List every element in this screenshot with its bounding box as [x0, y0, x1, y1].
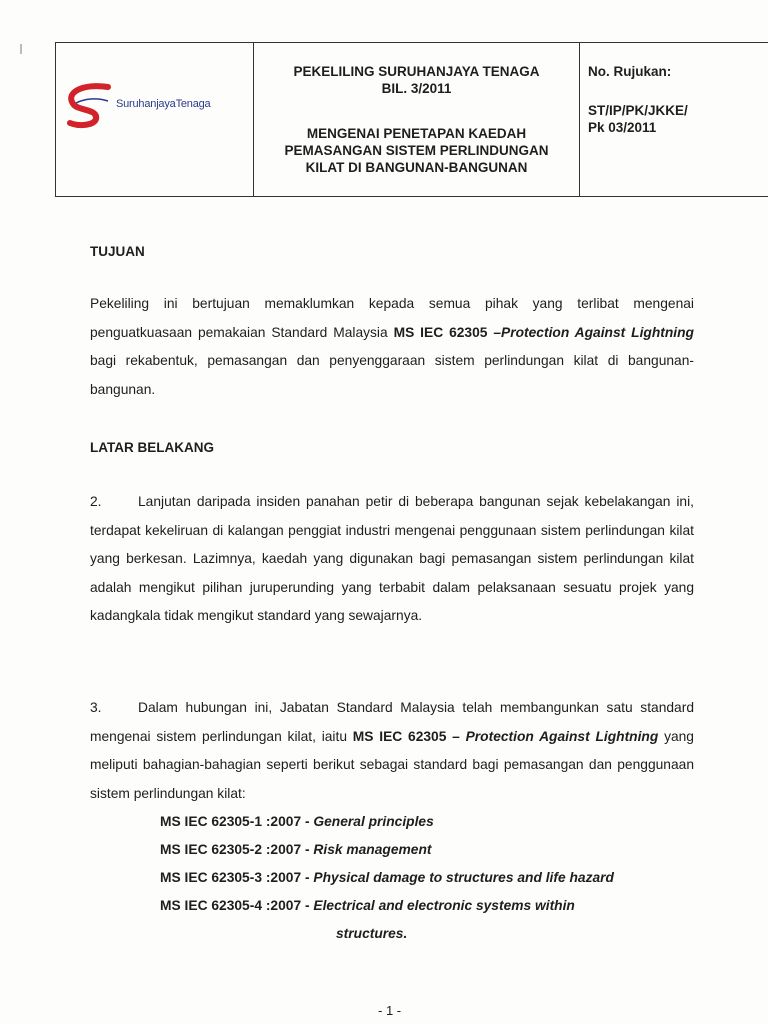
title-cell: [254, 43, 580, 196]
paragraph-2: 2. Lanjutan daripada insiden panahan petir di beberapa bangunan sejak kebelakangan ini, terdapat kekeliruan di kalangan penggiat industri mengenai penggunaan sistem perlindungan kilat yang berkesan. Lazimnya, kaedah yang digunakan bagi pemasangan sistem perlindungan kilat adalah mengikut pilihan juruperunding yang terbabit dalam pelaksanaan sesuatu projek yang kadangkala tidak mengikut standard yang sewajarnya.: [90, 488, 694, 631]
standard-item-3: MS IEC 62305-3 :2007 - Physical damage to structures and life hazard: [160, 870, 614, 885]
header-box: [55, 42, 768, 197]
logo-wordmark: [116, 98, 210, 110]
reference-label: No. Rujukan:: [588, 64, 672, 79]
subject-line-3: KILAT DI BANGUNAN-BANGUNAN: [305, 160, 528, 175]
paragraph-1: Pekeliling ini bertujuan memaklumkan kepada semua pihak yang terlibat mengenai penguatkuasaan pemakaian Standard Malaysia MS IEC 62305 –Protection Against Lightning bagi rekabentuk, pemasangan dan penyenggaraan sistem perlindungan kilat di bangunan-bangunan.: [90, 296, 694, 397]
reference-value-line-1: ST/IP/PK/JKKE/: [588, 103, 688, 118]
standard-item-4: MS IEC 62305-4 :2007 - Electrical and electronic systems within: [160, 898, 575, 913]
scan-margin-mark: [20, 44, 22, 54]
logo-text-part1: Suruhanjaya: [116, 98, 176, 110]
circular-title: PEKELILING SURUHANJAYA TENAGA: [293, 64, 540, 79]
subject-line-1: MENGENAI PENETAPAN KAEDAH: [306, 126, 527, 141]
subject-line-2: PEMASANGAN SISTEM PERLINDUNGAN: [284, 143, 549, 158]
page-number: - 1 -: [378, 1003, 402, 1018]
standard-item-4-continued: structures.: [336, 926, 408, 941]
standard-item-1: MS IEC 62305-1 :2007 - General principles: [160, 814, 434, 829]
standards-list: [160, 808, 720, 948]
reference-cell: [580, 43, 768, 196]
paragraph-2-number: 2.: [90, 494, 102, 509]
paragraph-3-number: 3.: [90, 700, 102, 715]
circular-number: BIL. 3/2011: [381, 81, 452, 96]
suruhanjaya-tenaga-logo-icon: [62, 79, 122, 129]
section-heading-latar-belakang: LATAR BELAKANG: [90, 440, 214, 455]
standard-item-2: MS IEC 62305-2 :2007 - Risk management: [160, 842, 432, 857]
logo-text-part2: Tenaga: [175, 98, 211, 110]
section-heading-tujuan: TUJUAN: [90, 244, 145, 259]
reference-value-line-2: Pk 03/2011: [588, 120, 657, 135]
paragraph-3: 3. Dalam hubungan ini, Jabatan Standard Malaysia telah membangunkan satu standard mengenai sistem perlindungan kilat, iaitu MS IEC 62305 – Protection Against Lightning yang meliputi bahagian-bahagian seperti berikut sebagai standard bagi pemasangan dan penggunaan sistem perlindungan kilat:: [90, 694, 694, 808]
logo-cell: [56, 43, 254, 196]
